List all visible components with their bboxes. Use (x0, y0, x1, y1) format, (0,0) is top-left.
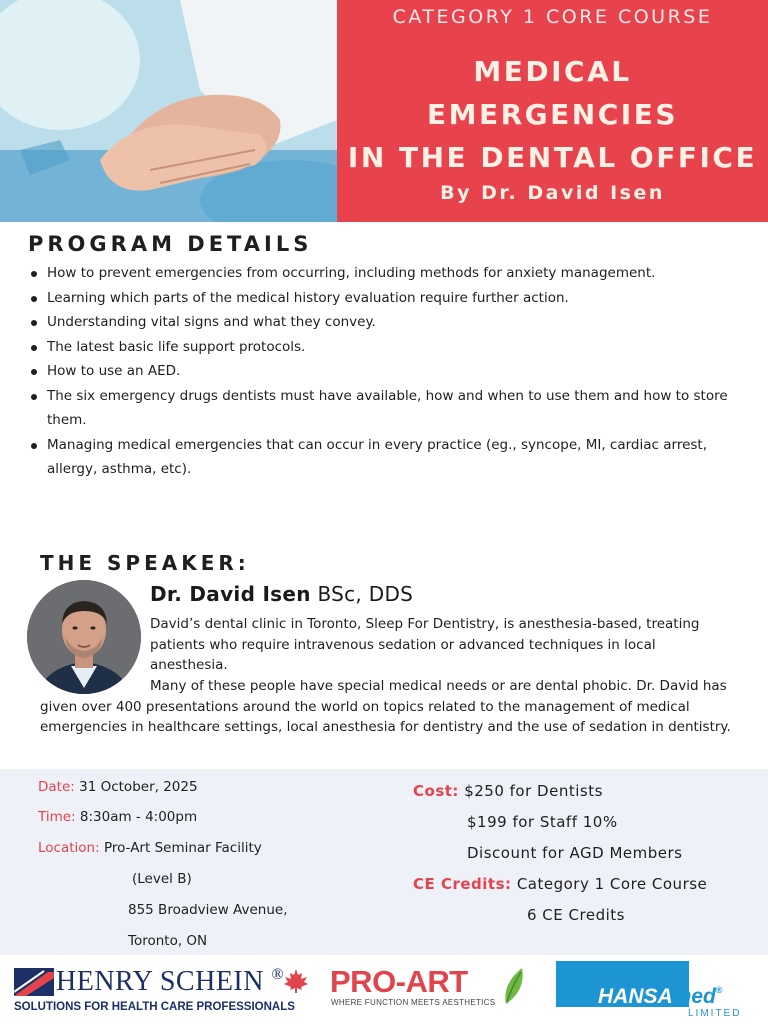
credits-line: 6 CE Credits (527, 906, 625, 924)
location-line: Pro-Art Seminar Facility (103, 840, 262, 856)
speaker-name-text: Dr. David Isen (150, 582, 311, 606)
speaker-bio-paragraph: Many of these people have special medical needs or are dental phobic. Dr. David has given over 400 presentations around the world on topics related to the management of medical emergencies in healthcare settings, local anesthesia for dentistry and the use of sedation in dentistry. (40, 678, 731, 735)
program-item: The six emergency drugs dentists must have available, how and when to use them and how to store them. (30, 384, 730, 433)
speaker-bio-paragraph: David’s dental clinic in Toronto, Sleep For Dentistry, is anesthesia-based, treating patients who require intravenous sedation or advanced techniques in local anesthesia. (150, 616, 700, 673)
event-date (38, 779, 198, 795)
speaker-heading: THE SPEAKER: (40, 551, 250, 575)
speaker-name (150, 582, 413, 606)
hero-photo-hands-cpr (0, 0, 337, 222)
henry-schein-chevron-icon (14, 968, 54, 996)
location-line: (Level B) (132, 871, 192, 887)
program-item: Managing medical emergencies that can occur in every practice (eg., syncope, MI, cardiac arrest, allergy, asthma, etc). (30, 433, 730, 482)
hansamed-logo (598, 985, 723, 1009)
hansamed-registered-mark: ® (715, 985, 723, 995)
event-location (38, 840, 262, 856)
cost-line: $250 for Dentists (464, 782, 603, 800)
cost-line: Discount for AGD Members (467, 844, 683, 862)
course-title-line: MEDICAL (473, 55, 632, 88)
program-details-heading: PROGRAM DETAILS (28, 232, 313, 256)
speaker-credentials: BSc, DDS (317, 582, 414, 606)
henry-schein-tagline: SOLUTIONS FOR HEALTH CARE PROFESSIONALS (14, 1001, 295, 1013)
program-item: Understanding vital signs and what they convey. (30, 310, 730, 335)
program-details-list (30, 261, 730, 482)
course-byline: By Dr. David Isen (440, 182, 665, 204)
henry-schein-logo (56, 966, 284, 998)
course-title-line: EMERGENCIES (427, 98, 678, 131)
hansamed-sub: LIMITED (688, 1008, 742, 1019)
pro-art-tagline: WHERE FUNCTION MEETS AESTHETICS (331, 998, 496, 1007)
date-label: Date: (38, 779, 75, 795)
henry-schein-registered-mark: ® (271, 966, 285, 983)
location-line: 855 Broadview Avenue, (128, 902, 288, 918)
program-item: How to prevent emergencies from occurring, including methods for anxiety management. (30, 261, 730, 286)
program-item: How to use an AED. (30, 359, 730, 384)
course-title-line: IN THE DENTAL OFFICE (347, 141, 758, 174)
program-item: The latest basic life support protocols. (30, 335, 730, 360)
event-time (38, 809, 197, 825)
leaf-icon (500, 966, 526, 1006)
event-cost (413, 782, 603, 800)
course-category: CATEGORY 1 CORE COURSE (392, 6, 713, 28)
location-label: Location: (38, 840, 100, 856)
cost-label: Cost: (413, 782, 459, 800)
pro-art-logo: PRO-ART (330, 964, 468, 999)
credits-label: CE Credits: (413, 875, 512, 893)
location-line: Toronto, ON (128, 933, 208, 949)
course-title (337, 50, 768, 179)
hero-banner (337, 0, 768, 222)
hansamed-name-a: HANSA (598, 985, 673, 1008)
time-value: 8:30am - 4:00pm (79, 809, 198, 825)
cost-line: $199 for Staff 10% (467, 813, 618, 831)
program-item: Learning which parts of the medical history evaluation require further action. (30, 286, 730, 311)
date-value: 31 October, 2025 (79, 779, 198, 795)
maple-leaf-icon (283, 968, 309, 994)
credits-line: Category 1 Core Course (516, 875, 708, 893)
time-label: Time: (38, 809, 76, 825)
event-info-panel (0, 769, 768, 955)
event-ce-credits (413, 875, 707, 893)
hansamed-name-b: med (672, 985, 716, 1008)
henry-schein-name: HENRY SCHEIN (56, 966, 264, 997)
